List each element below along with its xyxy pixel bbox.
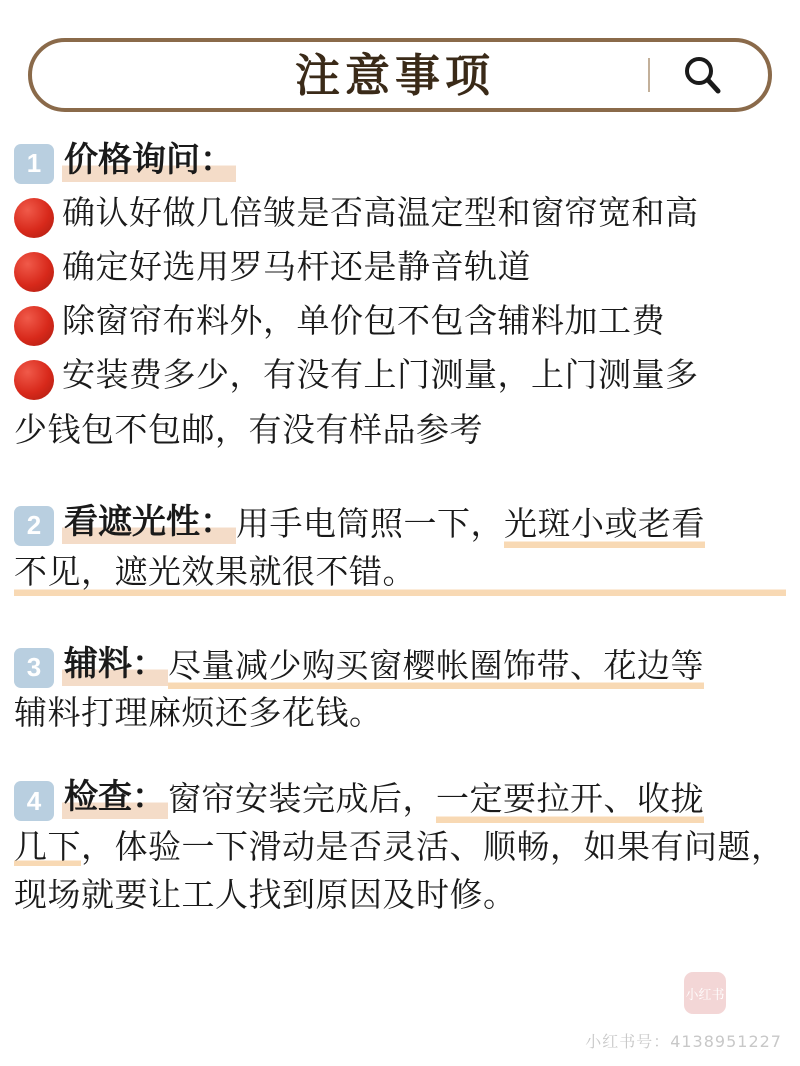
section-highlight-text: 不见，遮光效果就很不错。 xyxy=(14,548,786,596)
section-title: 价格询问： xyxy=(62,138,236,182)
section-number-badge: 3 xyxy=(14,648,54,688)
section-title: 检查： xyxy=(62,775,168,819)
search-icon[interactable] xyxy=(680,53,724,97)
list-item-text: 确认好做几倍皱是否高温定型和窗帘宽和高 xyxy=(62,193,699,232)
section-light-blocking xyxy=(14,500,786,596)
red-dot-icon xyxy=(14,306,54,346)
section-rest-text: ，体验一下滑动是否灵活、顺畅，如果有问题，现场就要让工人找到原因及时修。 xyxy=(14,827,785,914)
section-2-heading xyxy=(14,500,786,548)
red-dot-icon xyxy=(14,252,54,292)
spacer xyxy=(14,458,786,500)
list-item-text: 确定好选用罗马杆还是静音轨道 xyxy=(62,247,531,286)
section-highlight-text: 一定要拉开、收拢 xyxy=(436,775,704,823)
red-dot-icon xyxy=(14,198,54,238)
section-body-text: 辅料打理麻烦还多花钱。 xyxy=(14,693,383,733)
list-item xyxy=(14,298,786,346)
section-highlight-text: 光斑小或老看 xyxy=(504,500,705,548)
list-item xyxy=(14,190,786,238)
list-item-continuation: 少钱包不包邮，有没有样品参考 xyxy=(14,410,483,449)
section-number-badge: 1 xyxy=(14,144,54,184)
list-item-text: 安装费多少，有没有上门测量，上门测量多 xyxy=(62,355,699,394)
section-lead-text: 窗帘安装完成后， xyxy=(168,779,436,819)
header-divider xyxy=(648,58,650,92)
header-pill xyxy=(28,38,772,112)
section-title: 辅料： xyxy=(62,642,168,686)
section-number-badge: 2 xyxy=(14,506,54,546)
section-accessories xyxy=(14,642,786,738)
section-price-inquiry xyxy=(14,138,786,454)
section-lead-text: 用手电筒照一下， xyxy=(236,503,504,543)
section-number-badge: 4 xyxy=(14,781,54,821)
section-body-text xyxy=(14,823,786,919)
section-highlight-text: 几下 xyxy=(14,827,81,867)
spacer xyxy=(14,600,786,642)
section-3-heading xyxy=(14,642,786,690)
red-dot-icon xyxy=(14,360,54,400)
header xyxy=(0,0,800,112)
watermark-text: 小红书号：4138951227 xyxy=(585,1032,782,1051)
section-inspection xyxy=(14,775,786,919)
page-title: 注意事项 xyxy=(294,48,495,102)
spacer xyxy=(14,741,786,775)
list-item-text: 除窗帘布料外，单价包不包含辅料加工费 xyxy=(62,301,665,340)
section-1-heading xyxy=(14,138,786,184)
watermark-logo: 小红书 xyxy=(684,972,726,1014)
bullet-list xyxy=(14,190,786,454)
list-item xyxy=(14,352,786,400)
section-highlight-text: 尽量减少购买窗樱帐圈饰带、花边等 xyxy=(168,642,704,690)
content xyxy=(0,112,800,919)
section-title: 看遮光性： xyxy=(62,500,236,544)
list-item xyxy=(14,244,786,292)
section-4-heading xyxy=(14,775,786,823)
